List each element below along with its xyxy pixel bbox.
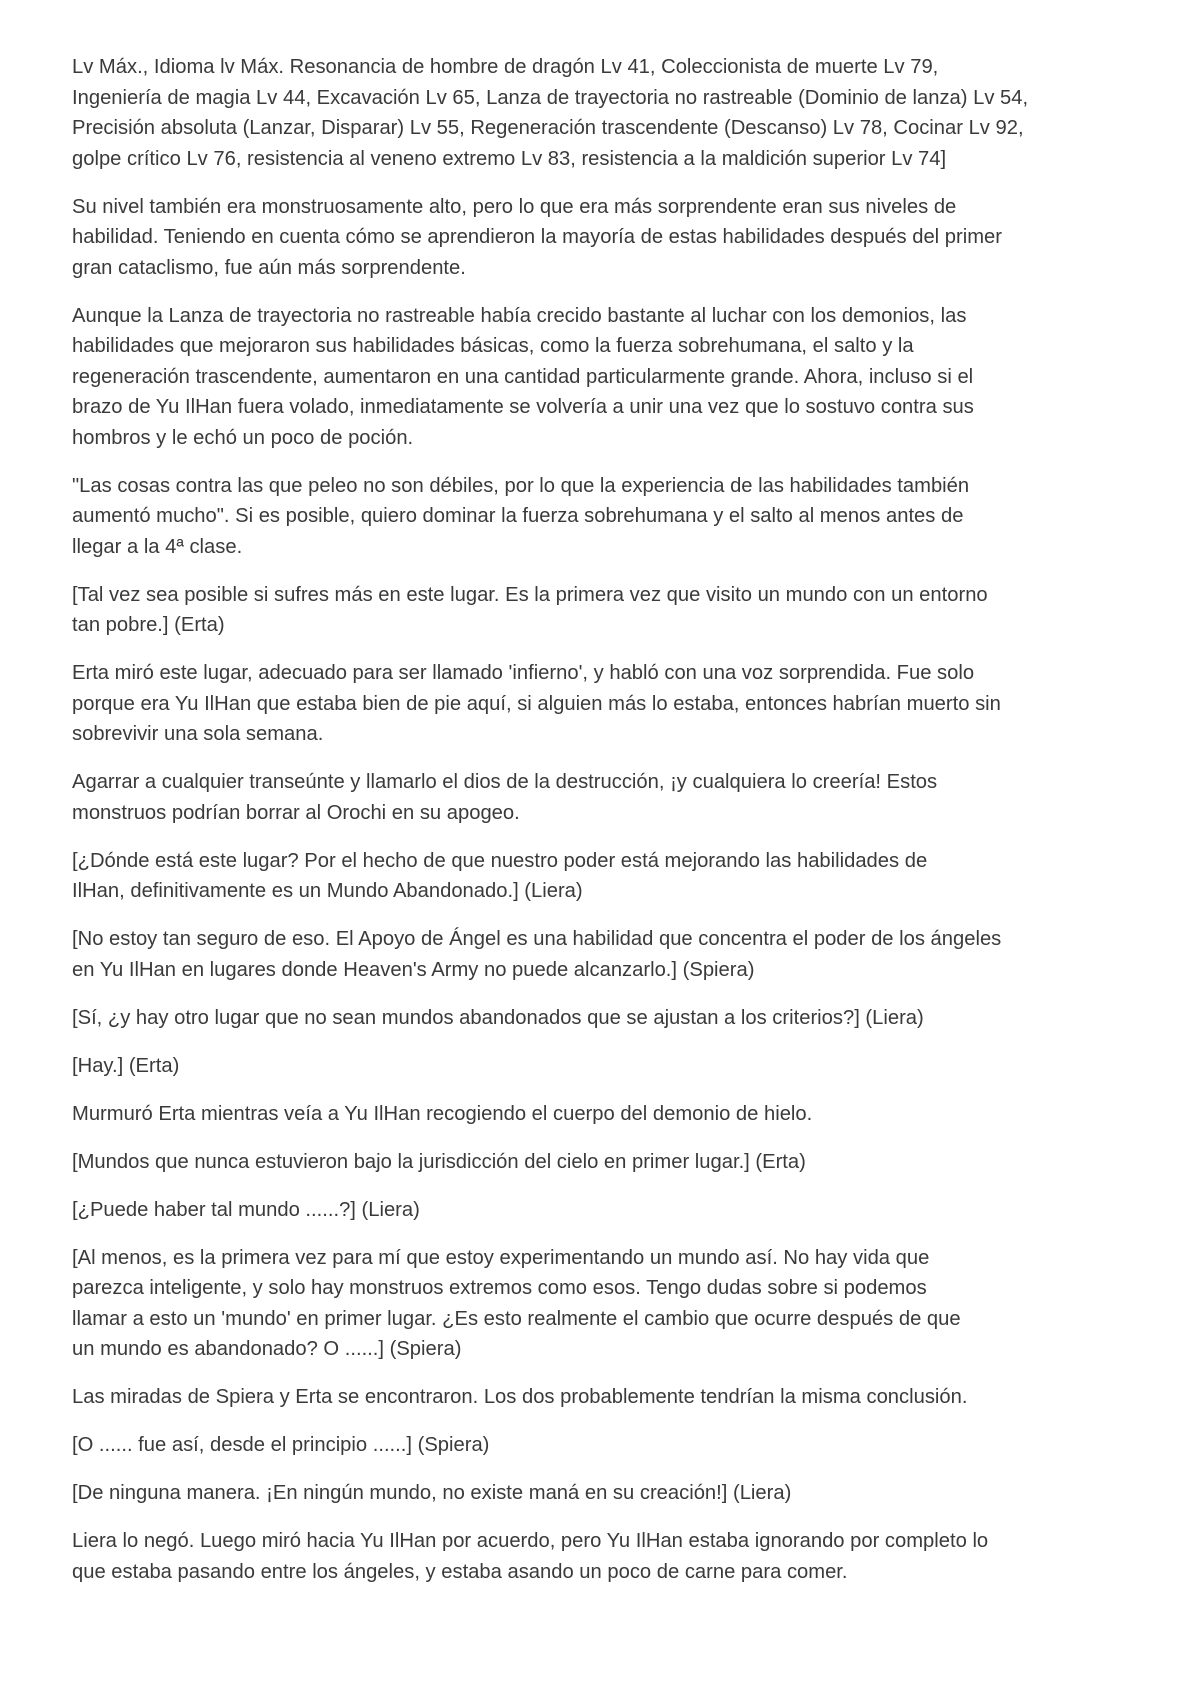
paragraph: Liera lo negó. Luego miró hacia Yu IlHan por acuerdo, pero Yu IlHan estaba ignorando por completo lo que estaba pasando entre los ángeles, y estaba asando un poco de carne para comer. (72, 1530, 989, 1583)
dialogue-line: [No estoy tan seguro de eso. El Apoyo de Ángel es una habilidad que concentra el poder de los ángeles en Yu IlHan en lugares donde Heaven's Army no puede alcanzarlo.] (Spiera) (72, 928, 1002, 981)
paragraph: Murmuró Erta mientras veía a Yu IlHan recogiendo el cuerpo del demonio de hielo. (72, 1102, 813, 1125)
dialogue-line: [De ninguna manera. ¡En ningún mundo, no existe maná en su creación!] (Liera) (72, 1482, 792, 1504)
dialogue-line: [Tal vez sea posible si sufres más en este lugar. Es la primera vez que visito un mundo con un entorno tan pobre.] (Erta) (72, 583, 988, 636)
paragraph: Las miradas de Spiera y Erta se encontraron. Los dos probablemente tendrían la misma conclusión. (72, 1386, 968, 1408)
document-body (72, 52, 1132, 1605)
paragraph: Agarrar a cualquier transeúnte y llamarlo el dios de la destrucción, ¡y cualquiera lo creería! Estos monstruos podrían borrar al Orochi en su apogeo. (72, 771, 938, 824)
dialogue-line: [Sí, ¿y hay otro lugar que no sean mundos abandonados que se ajustan a los criterios?] (Liera) (72, 1006, 924, 1029)
dialogue-line: [¿Dónde está este lugar? Por el hecho de que nuestro poder está mejorando las habilidades de IlHan, definitivamente es un Mundo Abandonado.] (Liera) (72, 849, 928, 902)
dialogue-line: [Hay.] (Erta) (72, 1054, 180, 1077)
dialogue-line: [Mundos que nunca estuvieron bajo la jurisdicción del cielo en primer lugar.] (Erta) (72, 1150, 806, 1173)
paragraph: Aunque la Lanza de trayectoria no rastreable había crecido bastante al luchar con los demonios, las habilidades que mejoraron sus habilidades básicas, como la fuerza sobrehumana, el salto y la regeneración trascendente, aumentaron en una cantidad particularmente grande. Ahora, incluso si el brazo de Yu IlHan fuera volado, inmediatamente se volvería a unir una vez que lo sostuvo contra sus hombros y le echó un poco de poción. (72, 304, 974, 449)
dialogue-line: [Al menos, es la primera vez para mí que estoy experimentando un mundo así. No hay vida que parezca inteligente, y solo hay monstruos extremos como esos. Tengo dudas sobre si podemos llamar a esto un 'mundo' en primer lugar. ¿Es esto realmente el cambio que ocurre después de que un mundo es abandonado? O ......] (Spiera) (72, 1246, 961, 1360)
paragraph-skills-list: Lv Máx., Idioma lv Máx. Resonancia de hombre de dragón Lv 41, Coleccionista de muerte Lv 79, Ingeniería de magia Lv 44, Excavación Lv 65, Lanza de trayectoria no rastreable (Dominio de lanza) Lv 54, Precisión absoluta (Lanzar, Disparar) Lv 55, Regeneración trascendente (Descanso) Lv 78, Cocinar Lv 92, golpe crítico Lv 76, resistencia al veneno extremo Lv 83, resistencia a la maldición superior Lv 74] (72, 56, 1029, 170)
paragraph: Erta miró este lugar, adecuado para ser llamado 'infierno', y habló con una voz sorprendida. Fue solo porque era Yu IlHan que estaba bien de pie aquí, si alguien más lo estaba, entonces habrían muerto sin sobrevivir una sola semana. (72, 662, 1001, 745)
paragraph: "Las cosas contra las que peleo no son débiles, por lo que la experiencia de las habilidades también aumentó mucho". Si es posible, quiero dominar la fuerza sobrehumana y el salto al menos antes de llegar a la 4ª clase. (72, 474, 970, 558)
paragraph: Su nivel también era monstruosamente alto, pero lo que era más sorprendente eran sus niveles de habilidad. Teniendo en cuenta cómo se aprendieron la mayoría de estas habilidades después del primer gran cataclismo, fue aún más sorprendente. (72, 195, 1002, 279)
dialogue-line: [O ...... fue así, desde el principio ......] (Spiera) (72, 1434, 490, 1456)
dialogue-line: [¿Puede haber tal mundo ......?] (Liera) (72, 1198, 420, 1221)
